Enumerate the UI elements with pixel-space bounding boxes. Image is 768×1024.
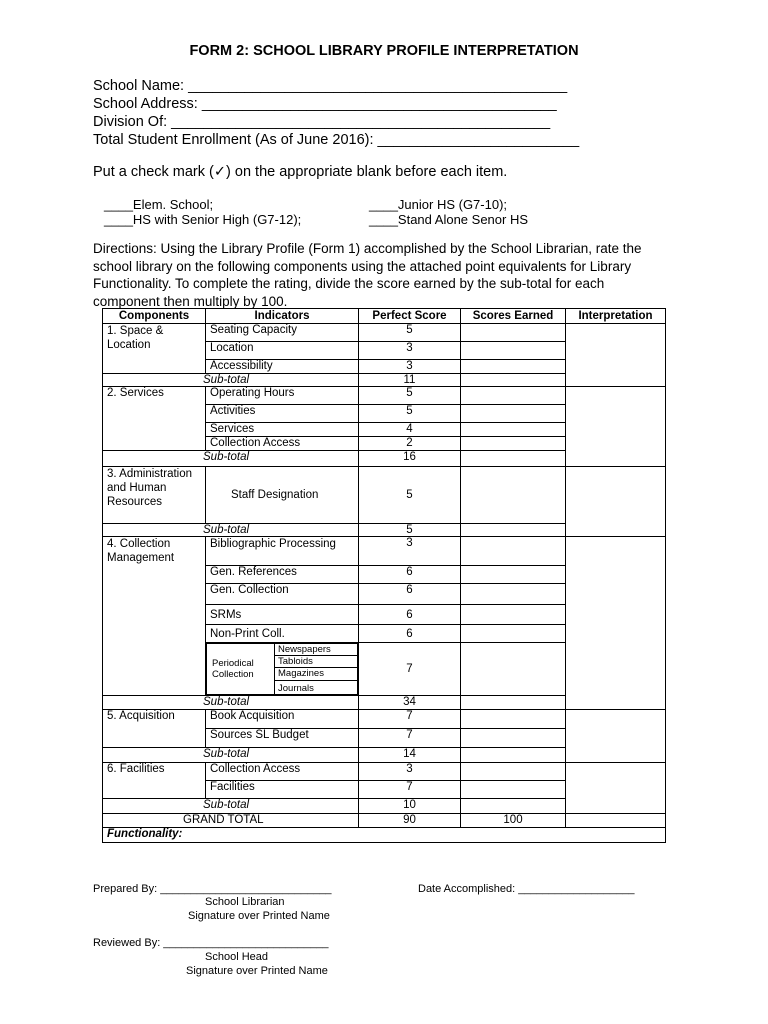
school-name-blank[interactable]: _______________________________________________ xyxy=(188,78,568,94)
component-facilities: 6. Facilities xyxy=(103,763,206,799)
table-row xyxy=(103,324,666,342)
header-perfect-score: Perfect Score xyxy=(359,309,461,324)
subtotal-value: 16 xyxy=(359,451,461,467)
perfect-score: 5 xyxy=(359,405,461,423)
subtotal-earned-cell[interactable] xyxy=(461,451,566,467)
indicator-label: SRMs xyxy=(206,605,359,625)
subtotal-value: 10 xyxy=(359,799,461,814)
indicator-label: Staff Designation xyxy=(206,467,359,524)
perfect-score: 7 xyxy=(359,710,461,729)
indicator-label: Operating Hours xyxy=(206,387,359,405)
grand-total-label: GRAND TOTAL xyxy=(103,814,359,828)
division-blank[interactable]: _______________________________________________ xyxy=(171,114,551,130)
enrollment-blank[interactable]: _________________________ xyxy=(377,132,580,148)
score-earned-cell[interactable] xyxy=(461,781,566,799)
hs-senior-option[interactable]: ____HS with Senior High (G7-12); xyxy=(104,212,302,227)
division-label: Division Of: xyxy=(93,114,168,130)
indicator-label: Activities xyxy=(206,405,359,423)
standalone-shs-option[interactable]: ____Stand Alone Senor HS xyxy=(369,212,529,227)
score-earned-cell[interactable] xyxy=(461,405,566,423)
component-acquisition: 5. Acquisition xyxy=(103,710,206,748)
division-field[interactable] xyxy=(93,114,550,131)
periodical-subtable xyxy=(206,643,358,695)
interpretation-cell[interactable] xyxy=(566,387,666,467)
perfect-score: 3 xyxy=(359,537,461,566)
score-earned-cell[interactable] xyxy=(461,710,566,729)
subtotal-value: 34 xyxy=(359,696,461,710)
reviewed-by-line[interactable]: Reviewed By: ___________________________ xyxy=(93,937,329,949)
score-earned-cell[interactable] xyxy=(461,729,566,748)
directions-text: Directions: Using the Library Profile (Form 1) accomplished by the School Librarian, rate the school library on the following components using the attached point equivalents for Library Functionality. To complete the rating, divide the score earned by the sub-total for each component then multiply by 100. xyxy=(93,241,642,309)
reviewed-role: School Head xyxy=(205,951,268,963)
header-scores-earned: Scores Earned xyxy=(461,309,566,324)
table-header-row xyxy=(103,309,666,324)
score-earned-cell[interactable] xyxy=(461,537,566,566)
perfect-score: 3 xyxy=(359,360,461,374)
score-earned-cell[interactable] xyxy=(461,387,566,405)
indicator-label: Seating Capacity xyxy=(206,324,359,342)
elem-school-option[interactable]: ____Elem. School; xyxy=(104,197,214,212)
indicator-label: Book Acquisition xyxy=(206,710,359,729)
functionality-row xyxy=(103,828,666,843)
perfect-score: 7 xyxy=(359,781,461,799)
indicator-label: Accessibility xyxy=(206,360,359,374)
subtotal-earned-cell[interactable] xyxy=(461,799,566,814)
subtotal-label: Sub-total xyxy=(103,451,359,467)
date-accomplished-line[interactable]: Date Accomplished: ___________________ xyxy=(418,883,635,895)
perfect-score: 6 xyxy=(359,566,461,584)
component-space-location: 1. Space & Location xyxy=(103,324,206,374)
header-interpretation: Interpretation xyxy=(566,309,666,324)
subtotal-earned-cell[interactable] xyxy=(461,748,566,763)
table-row xyxy=(103,763,666,781)
perfect-score: 5 xyxy=(359,324,461,342)
indicator-label: Bibliographic Processing xyxy=(206,537,359,566)
component-administration: 3. Administration and Human Resources xyxy=(103,467,206,524)
periodical-item-newspapers: Newspapers xyxy=(275,644,358,656)
check-instruction: Put a check mark (✓) on the appropriate blank before each item. xyxy=(93,164,508,180)
perfect-score: 6 xyxy=(359,605,461,625)
indicator-label: Services xyxy=(206,423,359,437)
enrollment-label: Total Student Enrollment (As of June 2016): xyxy=(93,132,374,148)
perfect-score: 5 xyxy=(359,467,461,524)
score-earned-cell[interactable] xyxy=(461,324,566,342)
indicator-label: Facilities xyxy=(206,781,359,799)
perfect-score: 3 xyxy=(359,763,461,781)
indicator-label: Gen. Collection xyxy=(206,584,359,605)
score-earned-cell[interactable] xyxy=(461,605,566,625)
perfect-score: 4 xyxy=(359,423,461,437)
school-address-blank[interactable]: ____________________________________________ xyxy=(201,96,557,112)
perfect-score: 6 xyxy=(359,584,461,605)
component-services: 2. Services xyxy=(103,387,206,451)
indicator-label: Location xyxy=(206,342,359,360)
component-collection-management: 4. Collection Management xyxy=(103,537,206,696)
score-earned-cell[interactable] xyxy=(461,342,566,360)
subtotal-label: Sub-total xyxy=(103,696,359,710)
prepared-role: School Librarian xyxy=(205,896,285,908)
score-earned-cell[interactable] xyxy=(461,437,566,451)
periodical-item-magazines: Magazines xyxy=(275,668,358,681)
interpretation-cell[interactable] xyxy=(566,467,666,537)
subtotal-value: 5 xyxy=(359,524,461,537)
subtotal-value: 14 xyxy=(359,748,461,763)
grand-total-interpretation[interactable] xyxy=(566,814,666,828)
interpretation-cell[interactable] xyxy=(566,710,666,763)
perfect-score: 7 xyxy=(359,729,461,748)
perfect-score: 3 xyxy=(359,342,461,360)
subtotal-earned-cell[interactable] xyxy=(461,696,566,710)
interpretation-cell[interactable] xyxy=(566,324,666,387)
grand-total-perfect: 90 xyxy=(359,814,461,828)
table-row xyxy=(103,537,666,566)
reviewed-signature-caption: Signature over Printed Name xyxy=(186,965,328,977)
school-address-label: School Address: xyxy=(93,96,198,112)
score-earned-cell[interactable] xyxy=(461,625,566,643)
interpretation-cell[interactable] xyxy=(566,537,666,710)
junior-hs-option[interactable]: ____Junior HS (G7-10); xyxy=(369,197,508,212)
perfect-score: 5 xyxy=(359,387,461,405)
subtotal-label: Sub-total xyxy=(103,748,359,763)
subtotal-label: Sub-total xyxy=(103,524,359,537)
subtotal-label: Sub-total xyxy=(103,799,359,814)
table-row xyxy=(103,387,666,405)
table-row xyxy=(103,467,666,524)
score-earned-cell[interactable] xyxy=(461,423,566,437)
subtotal-earned-cell[interactable] xyxy=(461,374,566,387)
enrollment-field[interactable] xyxy=(93,132,579,149)
header-indicators: Indicators xyxy=(206,309,359,324)
header-components: Components xyxy=(103,309,206,324)
perfect-score: 7 xyxy=(359,643,461,696)
score-earned-cell[interactable] xyxy=(461,467,566,524)
indicator-label: Non-Print Coll. xyxy=(206,625,359,643)
prepared-signature-caption: Signature over Printed Name xyxy=(188,910,330,922)
interpretation-cell[interactable] xyxy=(566,763,666,814)
score-earned-cell[interactable] xyxy=(461,360,566,374)
grand-total-row xyxy=(103,814,666,828)
score-earned-cell[interactable] xyxy=(461,584,566,605)
perfect-score: 2 xyxy=(359,437,461,451)
periodical-label: Periodical Collection xyxy=(207,644,275,695)
indicator-label: Sources SL Budget xyxy=(206,729,359,748)
library-profile-table xyxy=(102,308,666,843)
functionality-label[interactable]: Functionality: xyxy=(103,828,666,843)
perfect-score: 6 xyxy=(359,625,461,643)
school-name-label: School Name: xyxy=(93,78,185,94)
grand-total-earned: 100 xyxy=(461,814,566,828)
score-earned-cell[interactable] xyxy=(461,566,566,584)
score-earned-cell[interactable] xyxy=(461,643,566,696)
form-title: FORM 2: SCHOOL LIBRARY PROFILE INTERPRETATION xyxy=(189,43,579,59)
table-row xyxy=(103,710,666,729)
periodical-item-journals: Journals xyxy=(275,681,358,695)
score-earned-cell[interactable] xyxy=(461,763,566,781)
periodical-indicator xyxy=(206,643,359,696)
indicator-label: Gen. References xyxy=(206,566,359,584)
subtotal-value: 11 xyxy=(359,374,461,387)
school-name-field[interactable] xyxy=(93,78,567,95)
prepared-by-line[interactable]: Prepared By: ____________________________ xyxy=(93,883,332,895)
subtotal-earned-cell[interactable] xyxy=(461,524,566,537)
indicator-label: Collection Access xyxy=(206,763,359,781)
periodical-item-tabloids: Tabloids xyxy=(275,656,358,668)
school-address-field[interactable] xyxy=(93,96,557,113)
subtotal-label: Sub-total xyxy=(103,374,359,387)
indicator-label: Collection Access xyxy=(206,437,359,451)
